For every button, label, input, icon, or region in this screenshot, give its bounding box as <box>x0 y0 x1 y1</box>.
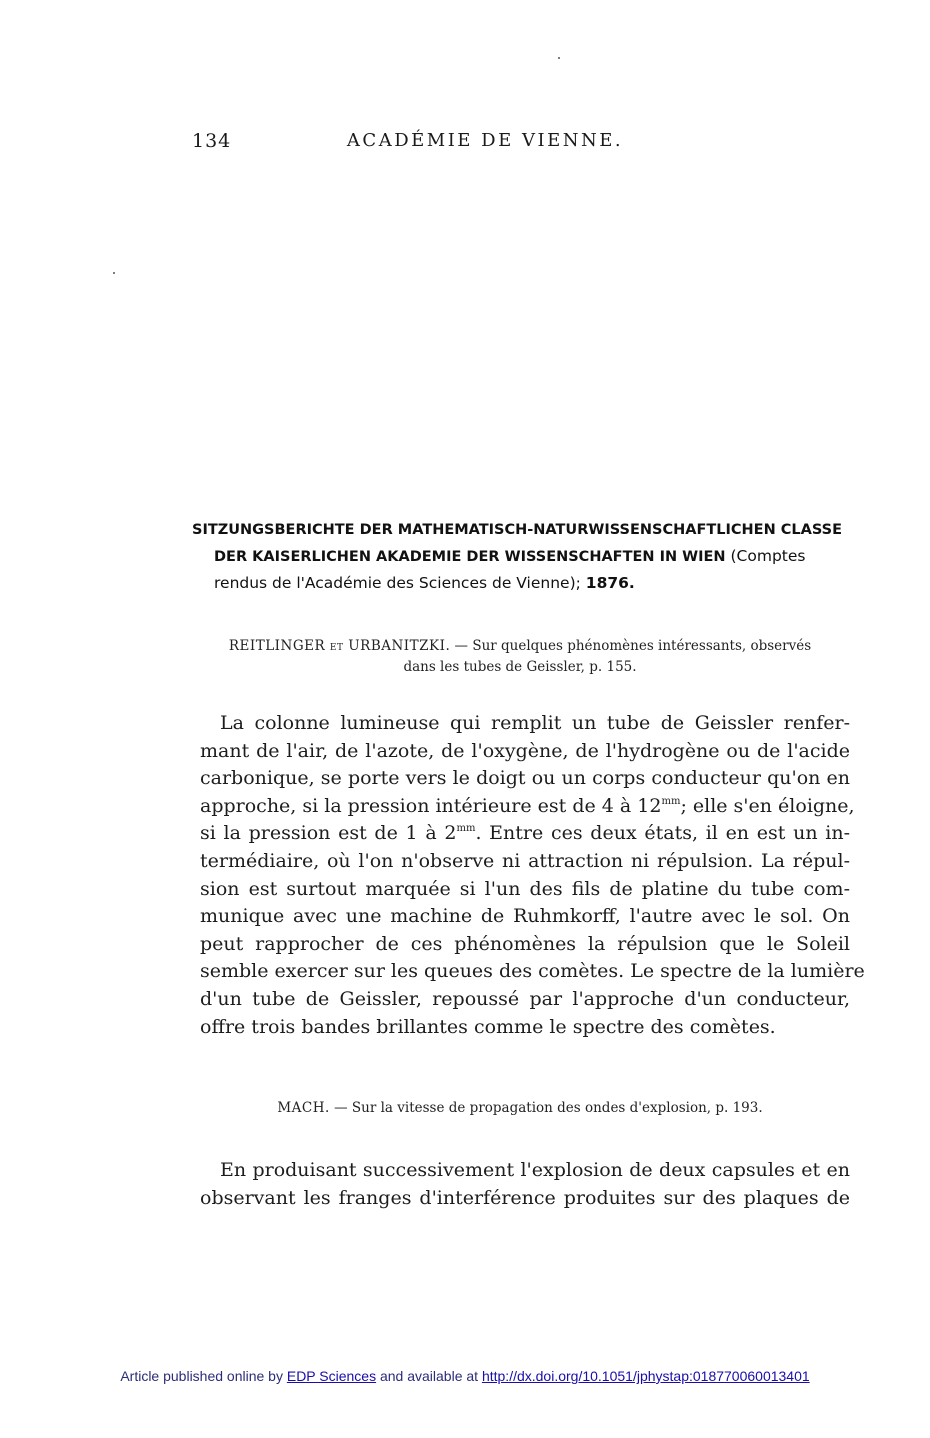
article-2-author: MACH. <box>277 1100 330 1116</box>
article-1-authors: REITLINGER et URBANITZKI. <box>228 638 451 654</box>
article-1-heading <box>200 636 840 678</box>
footer-prefix: Article published online by <box>120 1368 287 1384</box>
body-line-text: approche, si la pression intérieure est de 4 à 12 <box>200 794 662 817</box>
body-line: sion est surtout marquée si l'un des fils de platine du tube com- <box>200 877 850 900</box>
body-line-text: ; elle s'en éloigne, <box>680 794 855 817</box>
journal-title-line-3 <box>192 570 852 597</box>
article-2-title: — Sur la vitesse de propagation des ondes d'explosion, p. 193. <box>329 1100 763 1116</box>
journal-title <box>192 517 852 597</box>
body-line: peut rapprocher de ces phénomènes la répulsion que le Soleil <box>200 932 850 955</box>
article-2-body <box>200 1157 850 1212</box>
publisher-link[interactable]: EDP Sciences <box>286 1368 377 1384</box>
journal-title-bold: DER KAISERLICHEN AKADEMIE DER WISSENSCHAFTEN IN WIEN <box>214 549 726 565</box>
body-line: offre trois bandes brillantes comme le spectre des comètes. <box>200 1015 776 1038</box>
doi-link[interactable]: http://dx.doi.org/10.1051/jphystap:018770060013401 <box>481 1368 810 1384</box>
journal-title-line-2 <box>192 543 852 570</box>
footer-middle: and available at <box>376 1368 482 1384</box>
unit-superscript: mm <box>661 795 681 807</box>
body-line: observant les franges d'interférence produites sur des plaques de <box>200 1186 850 1209</box>
body-line: semble exercer sur les queues des comètes. Le spectre de la lumière <box>200 960 865 983</box>
body-line <box>200 793 855 821</box>
body-line-text: . Entre ces deux états, il en est un in- <box>475 822 851 845</box>
article-1-body <box>200 710 865 1041</box>
body-line: mant de l'air, de l'azote, de l'oxygène, de l'hydrogène ou de l'acide <box>200 739 850 762</box>
journal-title-comptes: (Comptes <box>725 547 806 565</box>
page-number: 134 <box>192 130 232 152</box>
body-line-text: si la pression est de 1 à 2 <box>200 822 457 845</box>
scan-speck <box>113 272 115 274</box>
body-line: La colonne lumineuse qui remplit un tube de Geissler renfer- <box>220 712 850 734</box>
journal-year: 1876. <box>585 574 635 592</box>
journal-title-rendus: rendus de l'Académie des Sciences de Vienne); <box>214 574 586 592</box>
article-1-title: — Sur quelques phénomènes intéressants, observés <box>450 638 812 654</box>
scan-speck <box>558 57 560 59</box>
publication-footer <box>0 1368 930 1384</box>
body-line: En produisant successivement l'explosion de deux capsules et en <box>220 1159 850 1181</box>
body-line: d'un tube de Geissler, repoussé par l'approche d'un conducteur, <box>200 987 850 1010</box>
running-head: ACADÉMIE DE VIENNE. <box>346 130 624 151</box>
article-1-heading-line-1 <box>200 636 840 657</box>
journal-title-line-1: SITZUNGSBERICHTE DER MATHEMATISCH-NATURWISSENSCHAFTLICHEN CLASSE <box>192 522 843 538</box>
article-1-heading-line-2: dans les tubes de Geissler, p. 155. <box>403 659 637 675</box>
body-line: carbonique, se porte vers le doigt ou un corps conducteur qu'on en <box>200 767 850 790</box>
body-line <box>200 820 850 848</box>
article-2-heading <box>200 1100 840 1116</box>
body-line: munique avec une machine de Ruhmkorff, l'autre avec le sol. On <box>200 905 850 928</box>
unit-superscript: mm <box>456 823 476 835</box>
body-line: termédiaire, où l'on n'observe ni attraction ni répulsion. La répul- <box>200 849 850 872</box>
